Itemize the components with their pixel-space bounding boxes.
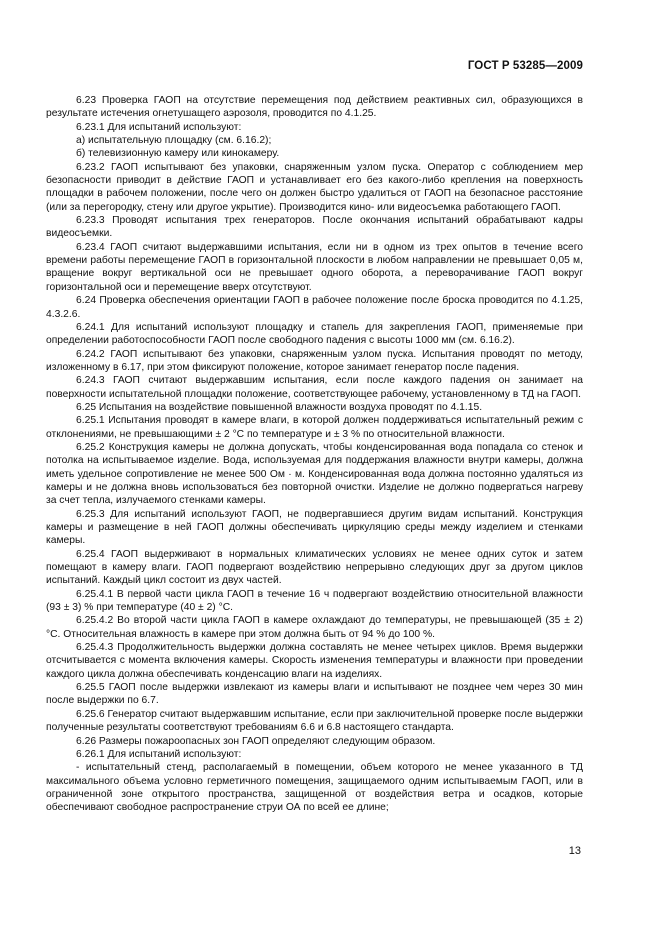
paragraph: 6.24.1 Для испытаний используют площадку и стапель для закрепления ГАОП, применяемые при определении работоспособности ГАОП после свободного падения с высоты 1000 мм (см. 6.16.2). <box>46 321 583 347</box>
paragraph: 6.23.4 ГАОП считают выдержавшими испытания, если ни в одном из трех опытов в течение всего времени работы перемещение ГАОП в горизонтальной плоскости в любом направлении не превышает 0,05 м, вращение вокруг вертикальной оси не превышает одного оборота, а переворачивание ГАОП вокруг горизонтальной оси и перемещение вверх отсутствуют. <box>46 241 583 293</box>
paragraph: 6.25.6 Генератор считают выдержавшим испытание, если при заключительной проверке после выдержки полученные результаты соответствуют требованиям 6.6 и 6.8 настоящего стандарта. <box>46 708 583 734</box>
paragraph: б) телевизионную камеру или кинокамеру. <box>76 148 280 160</box>
paragraph: 6.25.1 Испытания проводят в камере влаги, в которой должен поддерживаться испытательный режим с отклонениями, не превышающими ± 2 °С по температуре и ± 3 % по относительной влажности. <box>46 415 583 440</box>
paragraph: 6.24.2 ГАОП испытывают без упаковки, снаряженным узлом пуска. Испытания проводят по методу, изложенному в 6.17, при этом фиксируют положение, которое занимает генератор после падения. <box>46 348 583 373</box>
paragraph: 6.26 Размеры пожароопасных зон ГАОП определяют следующим образом. <box>76 735 436 747</box>
paragraph: 6.25 Испытания на воздействие повышенной влажности воздуха проводят по 4.1.15. <box>76 401 483 413</box>
paragraph: 6.24 Проверка обеспечения ориентации ГАОП в рабочее положение после броска проводится по 4.1.25, 4.3.2.6. <box>46 295 583 320</box>
paragraph: а) испытательную площадку (см. 6.16.2); <box>76 135 272 147</box>
paragraph: 6.23 Проверка ГАОП на отсутствие перемещения под действием реактивных сил, образующихся в результате истечения огнетушащего аэрозоля, проводится по 4.1.25. <box>46 95 583 120</box>
paragraph: 6.25.4.3 Продолжительность выдержки должна составлять не менее четырех циклов. Время выдержки отсчитывается с момента включения камеры. Скорость изменения температуры и влажности при проведении каждого цикла должна обеспечивать конденсацию влаги на изделиях. <box>46 642 583 680</box>
paragraph: 6.23.1 Для испытаний используют: <box>76 121 242 133</box>
paragraph: 6.25.4.1 В первой части цикла ГАОП в течение 16 ч подвергают воздействию относительной влажности (93 ± 3) % при температуре (40 ± 2) °С. <box>46 588 583 614</box>
paragraph: 6.25.2 Конструкция камеры не должна допускать, чтобы конденсированная вода попадала со стенок и потолка на испытываемое изделие. Вода, используемая для поддержания влажности внутри камеры, должна иметь удельное сопротивление не менее 500 Ом · м. Конденсированная вода должна постоянно удаляться из камеры и не должна вновь использоваться без повторной очистки. Изделие не должно подвергаться нагреву за счет тепла, излучаемого стенками камеры. <box>46 441 583 507</box>
paragraph: 6.25.5 ГАОП после выдержки извлекают из камеры влаги и испытывают не позднее чем через 30 мин после выдержки по 6.7. <box>46 682 583 707</box>
paragraph: - испытательный стенд, располагаемый в помещении, объем которого не менее указанного в ТД максимального объема условно герметичного помещения, защищаемого одним испытываемым ГАОП, или в ограниченной зоне открытого пространства, защищенной от воздействия ветра и осадков, которые обеспечивают свободное распространение струи ОА по всей ее длине; <box>46 762 583 814</box>
paragraph: 6.25.4.2 Во второй части цикла ГАОП в камере охлаждают до температуры, не превышающей (35 ± 2) °С. Относительная влажность в камере при этом должна быть от 94 % до 100 %. <box>46 615 583 640</box>
paragraph: 6.26.1 Для испытаний используют: <box>76 748 242 760</box>
paragraph: 6.25.3 Для испытаний используют ГАОП, не подвергавшиеся другим видам испытаний. Конструкция камеры и размещение в ней ГАОП должны обеспечивать циркуляцию среды между изделием и стенками камеры. <box>46 508 583 547</box>
standard-header: ГОСТ Р 53285—2009 <box>467 60 583 72</box>
paragraph: 6.24.3 ГАОП считают выдержавшим испытания, если после каждого падения он занимает на поверхности испытательной площадки положение, соответствующее рабочему, установленному в ТД на ГАОП. <box>46 375 583 400</box>
paragraph: 6.23.3 Проводят испытания трех генераторов. После окончания испытаний обрабатывают кадры видеосъемки. <box>46 215 583 240</box>
paragraph: 6.23.2 ГАОП испытывают без упаковки, снаряженным узлом пуска. Оператор с соблюдением мер безопасности приводит в действие ГАОП и устанавливает его без какого-либо крепления на поверхность площадки в рабочем положении, после чего он должен быстро удалиться от ГАОП на безопасное расстояние (или за перегородку, стену или другое укрытие). Производится кино- или видеосъемка работающего ГАОП. <box>46 161 583 213</box>
document-body <box>46 94 583 815</box>
page-number: 13 <box>568 845 581 857</box>
paragraph: 6.25.4 ГАОП выдерживают в нормальных климатических условиях не менее одних суток и затем помещают в камеру влаги. ГАОП подвергают воздействию непрерывно следующих друг за другом циклов испытаний. Каждый цикл состоит из двух частей. <box>46 548 583 587</box>
